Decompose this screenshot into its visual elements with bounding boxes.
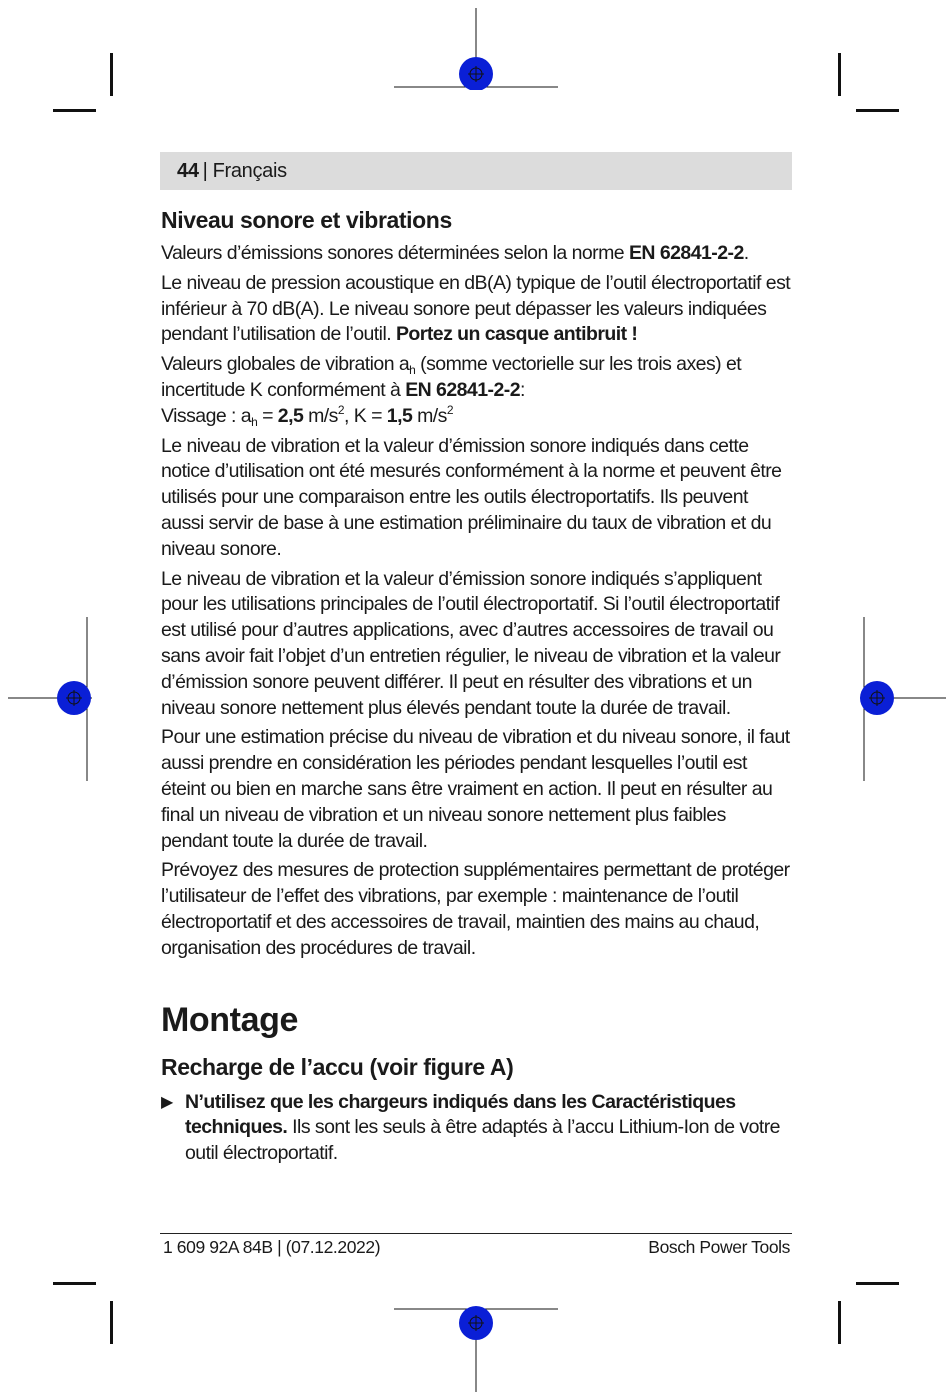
crop-mark xyxy=(838,53,841,96)
subheading-battery-charging: Recharge de l’accu (voir figure A) xyxy=(161,1053,514,1080)
header-language: Français xyxy=(212,159,287,182)
footer-doc-id: 1 609 92A 84B | (07.12.2022) xyxy=(163,1237,381,1257)
crop-mark xyxy=(856,1282,899,1285)
bullet-bold-text: N’utilisez que les chargeurs indiqués dans les Caractéristiques techniques. xyxy=(185,1090,736,1139)
page-header xyxy=(160,152,792,190)
section-heading-montage: Montage xyxy=(161,1000,298,1039)
paragraph-emission-standard: Valeurs d’émissions sonores déterminées selon la norme EN 62841-2-2. xyxy=(161,242,749,264)
crop-mark xyxy=(110,53,113,96)
crop-mark xyxy=(53,109,96,112)
paragraph-measurement-note: Le niveau de vibration et la valeur d’émission sonore indiqués dans cette notice d’utilisation ont été mesurés conformément à la norme et peuvent être utilisés pour une comparaison entre les outils électroportatifs. Ils peuvent aussi servir de base à une estimation préliminaire du taux de vibration et du niveau sonore. xyxy=(161,434,782,560)
section-heading-noise: Niveau sonore et vibrations xyxy=(161,207,452,233)
paragraph-application-note: Le niveau de vibration et la valeur d’émission sonore indiqués s’appliquent pour les utilisations principales de l’outil électroportatif. Si l’outil électroportatif est utilisé pour d’autres applications, avec d’autres accessoires de travail ou sans avoir fait l’objet d’un entretien régulier, le niveau de vibration et la valeur d’émission sonore peuvent différer. Il peut en résulter des vibrations et un niveau sonore nettement plus élevés pendant toute la durée de travail. xyxy=(161,567,781,719)
paragraph-screwdriving-values: Vissage : $a_h = 2,5$ $m/s^2$, K = 1,5 $m/s^2$ xyxy=(161,402,454,429)
footer-brand: Bosch Power Tools xyxy=(648,1237,790,1257)
triangle-bullet-icon: ▶ xyxy=(161,1093,173,1111)
page-content xyxy=(161,205,793,1167)
registration-mark-left xyxy=(8,617,92,781)
paragraph-protection-note: Prévoyez des mesures de protection supplémentaires permettant de protéger l’utilisateur de l’effet des vibrations, par exemple : maintenance de l’outil électroportatif et des accessoires de travail, maintien des mains au chaud, organisation des procédures de travail. xyxy=(161,859,790,959)
safety-bullet xyxy=(161,1090,793,1167)
crop-mark xyxy=(53,1282,96,1285)
bullet-text: Ils sont les seuls à être adaptés à l’accu Lithium-Ion de votre outil électroportatif. xyxy=(185,1116,780,1165)
registration-mark-top xyxy=(394,8,558,90)
header-separator: | xyxy=(202,159,208,182)
crop-mark xyxy=(838,1301,841,1344)
page-number: 44 xyxy=(177,159,199,182)
page-footer xyxy=(163,1237,790,1258)
paragraph-acoustic-pressure: Le niveau de pression acoustique en dB(A) typique de l’outil électroportatif est inférieur à 70 dB(A). Le niveau sonore peut dépasser les valeurs indiquées pendant l’utilisation de l’outil. Portez un casque antibruit ! xyxy=(161,271,791,346)
paragraph-vibration-values: Valeurs globales de vibration $a_h$ (somme vectorielle sur les trois axes) et incertitude K conformément à EN 62841-2-2: xyxy=(161,353,742,401)
registration-mark-bottom xyxy=(394,1306,558,1392)
crop-mark xyxy=(856,109,899,112)
footer-divider xyxy=(160,1233,792,1234)
crop-mark xyxy=(110,1301,113,1344)
registration-mark-right xyxy=(860,617,946,781)
paragraph-estimation-note: Pour une estimation précise du niveau de vibration et du niveau sonore, il faut aussi prendre en considération les périodes pendant lesquelles l’outil est éteint ou bien en marche sans être vraiment en action. Il peut en résulter au final un niveau de vibration et un niveau sonore nettement plus faibles pendant toute la durée de travail. xyxy=(161,726,790,852)
